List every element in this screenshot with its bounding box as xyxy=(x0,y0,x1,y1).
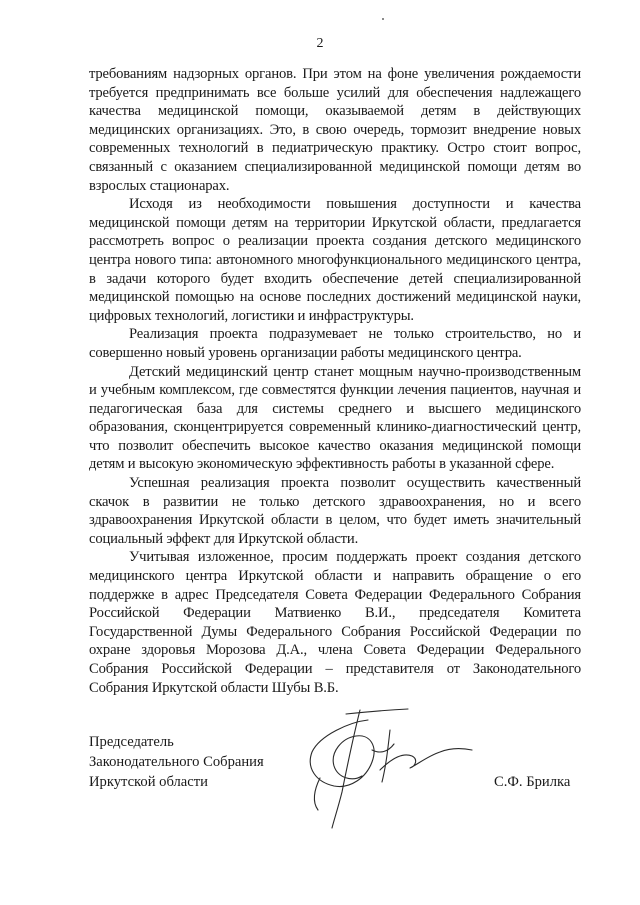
signatory-title-line-1: Председатель xyxy=(89,734,174,750)
paragraph-4: Детский медицинский центр станет мощным научно-производственным и учебным комплексом, где совместятся функции лечения пациентов, научная и педагогическая база для системы среднего и высшего медицинского образования, сконцентрируется современный клинико-диагностический центр, что позволит обеспечить высокое качество оказания медицинской помощи детям и высокую экономическую эффективность работы в указанной сфере. xyxy=(89,363,581,473)
paragraph-1: требованиям надзорных органов. При этом на фоне увеличения рождаемости требуется предпринимать все больше усилий для обеспечения надлежащего качества медицинской помощи, оказываемой детям в действующих медицинских организациях. Это, в свою очередь, тормозит внедрение новых современных технологий в педиатрическую практику. Остро стоит вопрос, связанный с оказанием специализированной медицинской помощи детям во взрослых стационарах. xyxy=(89,66,581,194)
scan-speck xyxy=(382,18,384,20)
letter-body xyxy=(89,65,581,697)
paragraph-2: Исходя из необходимости повышения доступности и качества медицинской помощи детям на территории Иркутской области, предлагается рассмотреть вопрос о реализации проекта создания детского медицинского центра нового типа: автономного многофункционального медицинского центра, в задачи которого будет входить обеспечение детей специализированной медицинской помощью на основе последних достижений медицинской науки, цифровых технологий, логистики и инфраструктуры. xyxy=(89,196,581,324)
signatory-title-line-3: Иркутской области xyxy=(89,774,208,790)
paragraph-6: Учитывая изложенное, просим поддержать проект создания детского медицинского центра Иркутской области и направить обращение о его поддержке в адрес Председателя Совета Федерации Федерального Собрания Российской Федерации Матвиенко В.И., председателя Комитета Государственной Думы Федерального Собрания Российской Федерации по охране здоровья Морозова Д.А., члена Совета Федерации Федерального Собрания Российской Федерации – представителя от Законодательного Собрания Иркутской области Шубы В.Б. xyxy=(89,549,581,696)
page-number: 2 xyxy=(316,36,324,51)
paragraph-5: Успешная реализация проекта позволит осуществить качественный скачок в развитии не только детского здравоохранения, но и всего здравоохранения Иркутской области в целом, что будет иметь значительный социальный эффект для Иркутской области. xyxy=(89,475,581,547)
signatory-title-line-2: Законодательного Собрания xyxy=(89,754,264,770)
paragraph-3: Реализация проекта подразумевает не только строительство, но и совершенно новый уровень организации работы медицинского центра. xyxy=(89,326,581,361)
handwritten-signature xyxy=(290,690,490,840)
signer-name: С.Ф. Брилка xyxy=(494,774,571,790)
